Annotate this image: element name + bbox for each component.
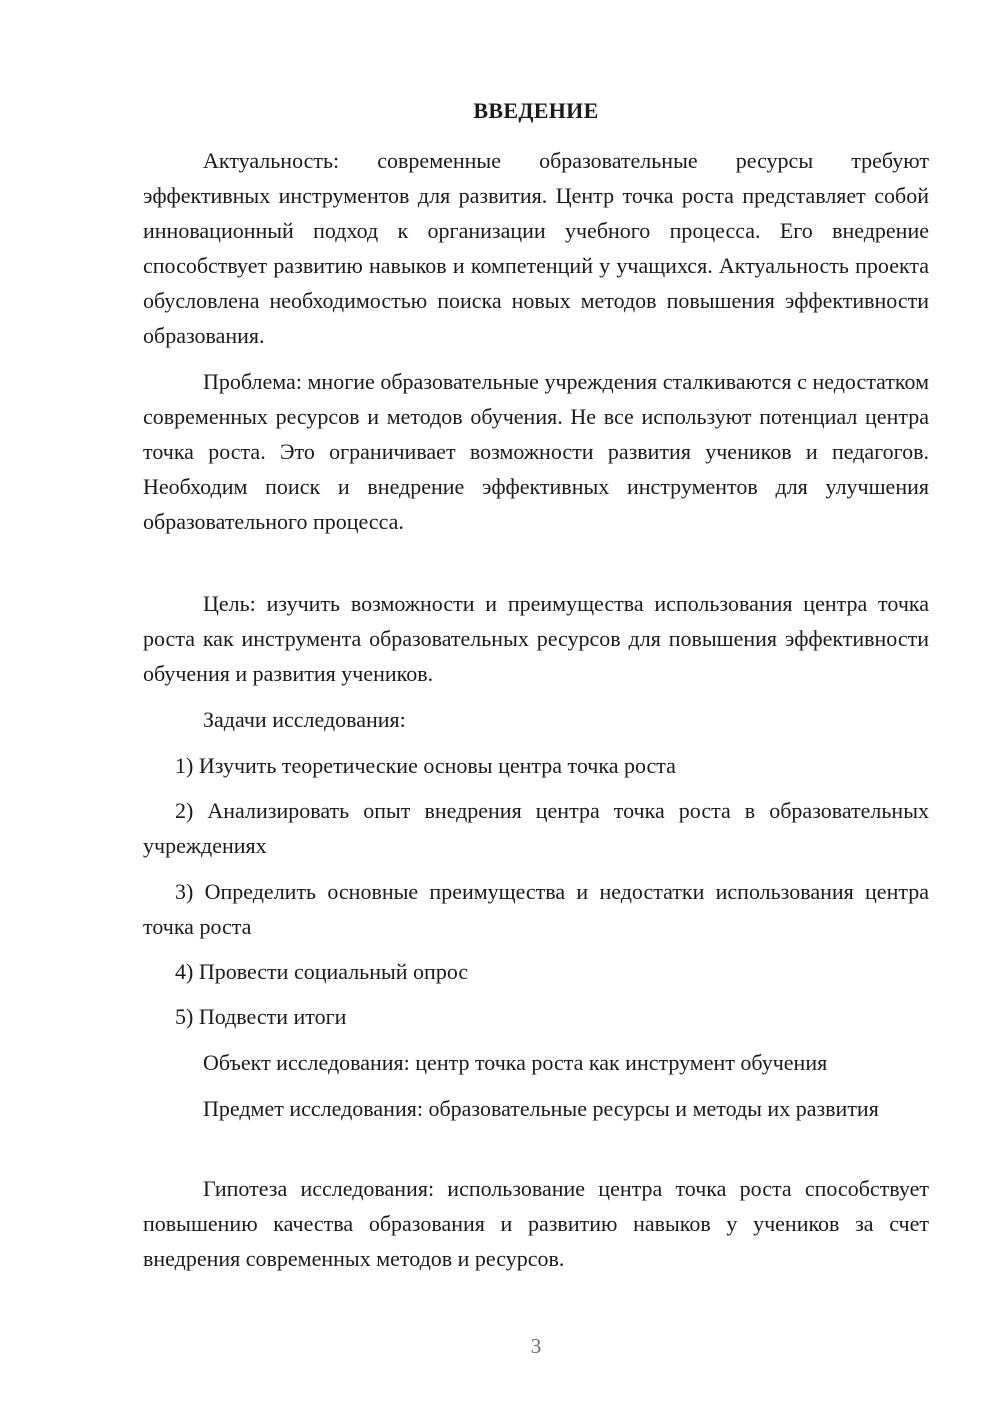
- section-title: ВВЕДЕНИЕ: [473, 98, 599, 123]
- goal-paragraph: Цель: изучить возможности и преимущества использования центра точка роста как инструмента образовательных ресурсов для повышения эффективности обучения и развития учеников.: [143, 591, 929, 686]
- tasks-heading: Задачи исследования:: [203, 707, 406, 732]
- page-number: 3: [530, 1334, 542, 1358]
- hypothesis-paragraph: Гипотеза исследования: использование центра точка роста способствует повышению качества образования и развитию навыков у учеников за счет внедрения современных методов и ресурсов.: [143, 1176, 929, 1271]
- task-item-3: 3) Определить основные преимущества и недостатки использования центра точка роста: [143, 879, 929, 939]
- task-item-4: 4) Провести социальный опрос: [175, 959, 469, 984]
- problem-paragraph: Проблема: многие образовательные учреждения сталкиваются с недостатком современных ресурсов и методов обучения. Не все используют потенциал центра точка роста. Это ограничивает возможности развития учеников и педагогов. Необходим поиск и внедрение эффективных инструментов для улучшения образовательного процесса.: [143, 369, 929, 534]
- relevance-paragraph: Актуальность: современные образовательные ресурсы требуют эффективных инструментов для развития. Центр точка роста представляет собой инновационный подход к организации учебного процесса. Его внедрение способствует развитию навыков и компетенций у учащихся. Актуальность проекта обусловлена необходимостью поиска новых методов повышения эффективности образования.: [143, 148, 929, 348]
- task-item-1: 1) Изучить теоретические основы центра точка роста: [175, 753, 676, 778]
- task-item-5: 5) Подвести итоги: [175, 1004, 347, 1029]
- research-subject-paragraph: Предмет исследования: образовательные ресурсы и методы их развития: [203, 1096, 879, 1121]
- research-object-paragraph: Объект исследования: центр точка роста как инструмент обучения: [203, 1050, 828, 1075]
- task-item-2: 2) Анализировать опыт внедрения центра точка роста в образовательных учреждениях: [143, 798, 929, 858]
